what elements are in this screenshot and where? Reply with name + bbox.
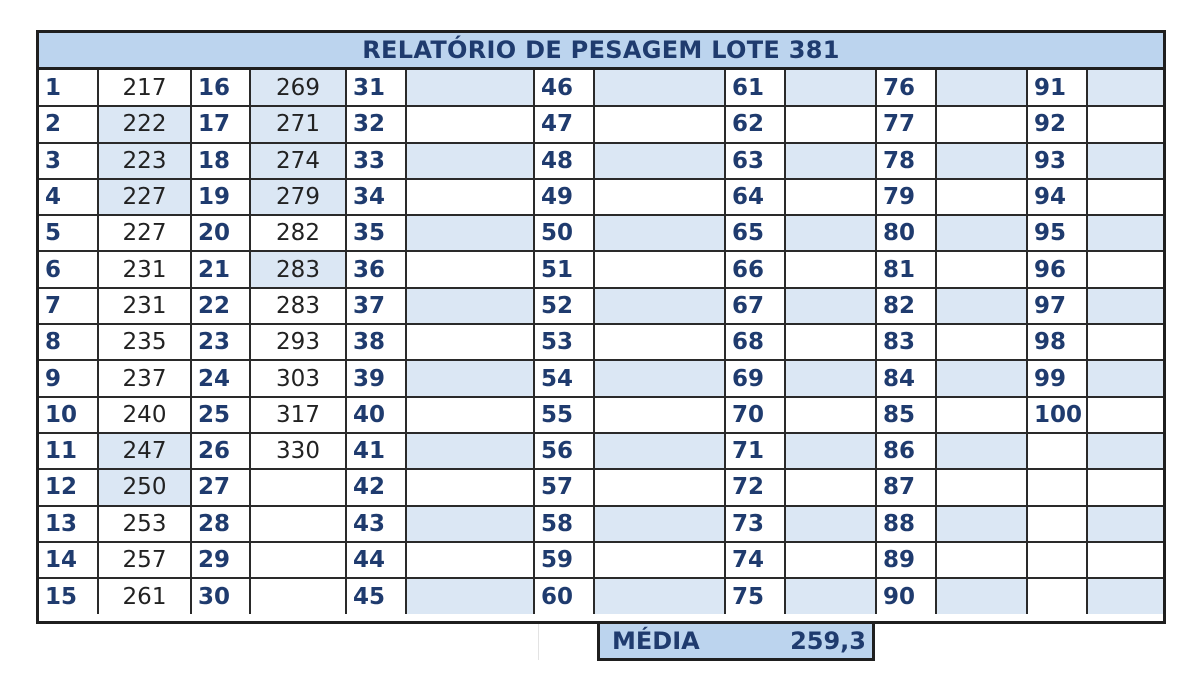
animal-number-cell: 93 xyxy=(1027,143,1087,179)
animal-number-cell xyxy=(1027,469,1087,505)
average-label: MÉDIA xyxy=(612,627,700,655)
animal-number-cell: 39 xyxy=(346,360,406,396)
weight-cell xyxy=(785,179,876,215)
animal-number-cell: 76 xyxy=(876,70,936,106)
weight-cell: 283 xyxy=(250,288,346,324)
report-title: RELATÓRIO DE PESAGEM LOTE 381 xyxy=(39,33,1163,70)
animal-number-cell: 40 xyxy=(346,397,406,433)
weight-cell: 271 xyxy=(250,106,346,142)
table-row xyxy=(39,215,1163,251)
animal-number-cell: 100 xyxy=(1027,397,1087,433)
weight-cell xyxy=(936,469,1027,505)
weight-cell xyxy=(1087,397,1163,433)
weight-cell xyxy=(406,143,534,179)
animal-number-cell: 3 xyxy=(39,143,98,179)
animal-number-cell: 25 xyxy=(191,397,250,433)
weight-cell xyxy=(594,324,725,360)
animal-number-cell: 59 xyxy=(534,542,594,578)
weight-cell xyxy=(406,106,534,142)
weight-cell xyxy=(1087,251,1163,287)
animal-number-cell: 60 xyxy=(534,578,594,614)
animal-number-cell: 48 xyxy=(534,143,594,179)
weight-cell: 282 xyxy=(250,215,346,251)
animal-number-cell: 66 xyxy=(725,251,785,287)
weight-cell xyxy=(785,251,876,287)
weight-cell xyxy=(406,397,534,433)
weight-cell xyxy=(936,106,1027,142)
weight-cell: 317 xyxy=(250,397,346,433)
animal-number-cell: 9 xyxy=(39,360,98,396)
animal-number-cell: 84 xyxy=(876,360,936,396)
animal-number-cell: 88 xyxy=(876,506,936,542)
weight-cell xyxy=(936,70,1027,106)
weight-cell xyxy=(594,360,725,396)
weight-cell xyxy=(594,469,725,505)
weight-cell xyxy=(250,469,346,505)
weight-cell xyxy=(594,397,725,433)
table-row xyxy=(39,397,1163,433)
weight-cell xyxy=(406,506,534,542)
animal-number-cell: 47 xyxy=(534,106,594,142)
animal-number-cell: 54 xyxy=(534,360,594,396)
weight-cell: 269 xyxy=(250,70,346,106)
weight-cell xyxy=(785,469,876,505)
animal-number-cell: 6 xyxy=(39,251,98,287)
weight-cell xyxy=(785,215,876,251)
weight-cell xyxy=(785,288,876,324)
animal-number-cell: 94 xyxy=(1027,179,1087,215)
weight-cell xyxy=(1087,143,1163,179)
animal-number-cell: 86 xyxy=(876,433,936,469)
weight-cell xyxy=(1087,433,1163,469)
weight-cell xyxy=(594,143,725,179)
animal-number-cell: 33 xyxy=(346,143,406,179)
animal-number-cell: 8 xyxy=(39,324,98,360)
animal-number-cell: 72 xyxy=(725,469,785,505)
animal-number-cell: 70 xyxy=(725,397,785,433)
weight-cell xyxy=(250,578,346,614)
weight-cell xyxy=(1087,360,1163,396)
animal-number-cell: 32 xyxy=(346,106,406,142)
weight-cell xyxy=(594,106,725,142)
animal-number-cell: 52 xyxy=(534,288,594,324)
weight-cell xyxy=(936,506,1027,542)
weight-cell xyxy=(1087,179,1163,215)
animal-number-cell: 42 xyxy=(346,469,406,505)
weight-cell: 227 xyxy=(98,179,191,215)
animal-number-cell: 22 xyxy=(191,288,250,324)
weight-cell: 247 xyxy=(98,433,191,469)
weight-cell xyxy=(250,542,346,578)
table-row xyxy=(39,324,1163,360)
animal-number-cell: 29 xyxy=(191,542,250,578)
weight-cell: 303 xyxy=(250,360,346,396)
animal-number-cell: 27 xyxy=(191,469,250,505)
weight-cell xyxy=(936,397,1027,433)
weight-cell xyxy=(936,215,1027,251)
animal-number-cell: 17 xyxy=(191,106,250,142)
animal-number-cell: 18 xyxy=(191,143,250,179)
animal-number-cell: 51 xyxy=(534,251,594,287)
weight-cell xyxy=(406,360,534,396)
weight-cell xyxy=(936,360,1027,396)
animal-number-cell: 71 xyxy=(725,433,785,469)
weight-cell: 223 xyxy=(98,143,191,179)
animal-number-cell: 85 xyxy=(876,397,936,433)
animal-number-cell: 80 xyxy=(876,215,936,251)
animal-number-cell: 91 xyxy=(1027,70,1087,106)
weight-cell xyxy=(936,324,1027,360)
weight-cell xyxy=(936,578,1027,614)
weight-cell: 237 xyxy=(98,360,191,396)
weight-cell xyxy=(1087,324,1163,360)
animal-number-cell: 35 xyxy=(346,215,406,251)
animal-number-cell: 75 xyxy=(725,578,785,614)
weight-cell xyxy=(594,288,725,324)
animal-number-cell: 90 xyxy=(876,578,936,614)
table-row xyxy=(39,360,1163,396)
table-row xyxy=(39,433,1163,469)
weight-cell xyxy=(785,324,876,360)
weight-cell xyxy=(1087,106,1163,142)
animal-number-cell: 58 xyxy=(534,506,594,542)
animal-number-cell: 87 xyxy=(876,469,936,505)
weight-cell xyxy=(936,251,1027,287)
weight-cell: 227 xyxy=(98,215,191,251)
animal-number-cell: 41 xyxy=(346,433,406,469)
animal-number-cell: 44 xyxy=(346,542,406,578)
animal-number-cell: 5 xyxy=(39,215,98,251)
weight-cell xyxy=(1087,469,1163,505)
animal-number-cell: 92 xyxy=(1027,106,1087,142)
faint-gridline xyxy=(538,624,539,660)
weight-cell: 283 xyxy=(250,251,346,287)
weight-cell xyxy=(1087,542,1163,578)
animal-number-cell: 1 xyxy=(39,70,98,106)
weight-cell xyxy=(785,143,876,179)
animal-number-cell: 45 xyxy=(346,578,406,614)
weight-cell xyxy=(785,542,876,578)
weight-cell xyxy=(594,578,725,614)
animal-number-cell: 49 xyxy=(534,179,594,215)
weight-cell xyxy=(406,215,534,251)
table-row xyxy=(39,106,1163,142)
weight-cell: 222 xyxy=(98,106,191,142)
animal-number-cell: 31 xyxy=(346,70,406,106)
table-row xyxy=(39,542,1163,578)
table-row xyxy=(39,179,1163,215)
weight-cell: 293 xyxy=(250,324,346,360)
weight-cell xyxy=(1087,578,1163,614)
weight-cell xyxy=(936,542,1027,578)
table-row xyxy=(39,578,1163,614)
weight-cell xyxy=(406,179,534,215)
animal-number-cell: 74 xyxy=(725,542,785,578)
animal-number-cell: 67 xyxy=(725,288,785,324)
weight-cell: 250 xyxy=(98,469,191,505)
animal-number-cell: 38 xyxy=(346,324,406,360)
average-box xyxy=(597,621,875,661)
weight-cell: 274 xyxy=(250,143,346,179)
animal-number-cell: 62 xyxy=(725,106,785,142)
weight-cell xyxy=(406,542,534,578)
animal-number-cell: 11 xyxy=(39,433,98,469)
animal-number-cell xyxy=(1027,542,1087,578)
weight-cell xyxy=(785,70,876,106)
weight-cell xyxy=(1087,215,1163,251)
weight-cell xyxy=(594,542,725,578)
weight-cell xyxy=(594,433,725,469)
weight-cell xyxy=(594,251,725,287)
animal-number-cell: 73 xyxy=(725,506,785,542)
weight-cell: 279 xyxy=(250,179,346,215)
animal-number-cell: 68 xyxy=(725,324,785,360)
table-row xyxy=(39,288,1163,324)
animal-number-cell: 78 xyxy=(876,143,936,179)
weight-cell xyxy=(406,70,534,106)
weight-cell xyxy=(936,143,1027,179)
animal-number-cell: 77 xyxy=(876,106,936,142)
animal-number-cell: 12 xyxy=(39,469,98,505)
animal-number-cell: 21 xyxy=(191,251,250,287)
table-row xyxy=(39,70,1163,106)
animal-number-cell: 99 xyxy=(1027,360,1087,396)
animal-number-cell: 2 xyxy=(39,106,98,142)
weight-cell xyxy=(406,469,534,505)
animal-number-cell: 37 xyxy=(346,288,406,324)
weight-cell xyxy=(785,578,876,614)
animal-number-cell xyxy=(1027,506,1087,542)
animal-number-cell: 36 xyxy=(346,251,406,287)
animal-number-cell: 20 xyxy=(191,215,250,251)
animal-number-cell: 97 xyxy=(1027,288,1087,324)
weight-cell xyxy=(406,433,534,469)
weight-cell xyxy=(594,179,725,215)
weight-cell xyxy=(594,70,725,106)
animal-number-cell: 82 xyxy=(876,288,936,324)
animal-number-cell: 65 xyxy=(725,215,785,251)
animal-number-cell xyxy=(1027,433,1087,469)
weight-cell: 253 xyxy=(98,506,191,542)
weight-cell xyxy=(1087,70,1163,106)
weight-cell: 240 xyxy=(98,397,191,433)
animal-number-cell: 81 xyxy=(876,251,936,287)
animal-number-cell: 69 xyxy=(725,360,785,396)
animal-number-cell: 57 xyxy=(534,469,594,505)
table-row xyxy=(39,506,1163,542)
animal-number-cell: 14 xyxy=(39,542,98,578)
weight-cell: 231 xyxy=(98,288,191,324)
weight-cell xyxy=(406,578,534,614)
weight-cell: 261 xyxy=(98,578,191,614)
weight-cell: 330 xyxy=(250,433,346,469)
weight-cell xyxy=(1087,288,1163,324)
weight-cell xyxy=(785,360,876,396)
animal-number-cell: 26 xyxy=(191,433,250,469)
animal-number-cell: 13 xyxy=(39,506,98,542)
animal-number-cell: 34 xyxy=(346,179,406,215)
weight-cell xyxy=(1087,506,1163,542)
weight-cell xyxy=(785,506,876,542)
table-row xyxy=(39,143,1163,179)
weight-cell xyxy=(785,397,876,433)
weight-cell xyxy=(936,179,1027,215)
animal-number-cell: 63 xyxy=(725,143,785,179)
weight-cell xyxy=(936,288,1027,324)
weight-cell xyxy=(406,288,534,324)
animal-number-cell: 98 xyxy=(1027,324,1087,360)
animal-number-cell: 83 xyxy=(876,324,936,360)
animal-number-cell: 79 xyxy=(876,179,936,215)
animal-number-cell: 53 xyxy=(534,324,594,360)
weight-cell xyxy=(594,215,725,251)
weight-cell xyxy=(406,251,534,287)
weight-cell: 231 xyxy=(98,251,191,287)
animal-number-cell: 55 xyxy=(534,397,594,433)
animal-number-cell: 24 xyxy=(191,360,250,396)
animal-number-cell xyxy=(1027,578,1087,614)
animal-number-cell: 46 xyxy=(534,70,594,106)
weight-cell xyxy=(406,324,534,360)
animal-number-cell: 61 xyxy=(725,70,785,106)
average-value: 259,3 xyxy=(790,627,866,655)
weight-cell xyxy=(785,106,876,142)
weight-cell xyxy=(250,506,346,542)
animal-number-cell: 4 xyxy=(39,179,98,215)
animal-number-cell: 28 xyxy=(191,506,250,542)
animal-number-cell: 30 xyxy=(191,578,250,614)
weight-cell xyxy=(594,506,725,542)
weight-cell: 217 xyxy=(98,70,191,106)
animal-number-cell: 7 xyxy=(39,288,98,324)
animal-number-cell: 15 xyxy=(39,578,98,614)
animal-number-cell: 96 xyxy=(1027,251,1087,287)
animal-number-cell: 19 xyxy=(191,179,250,215)
animal-number-cell: 23 xyxy=(191,324,250,360)
animal-number-cell: 43 xyxy=(346,506,406,542)
table-row xyxy=(39,251,1163,287)
weighing-report-table xyxy=(36,30,1166,624)
weight-cell xyxy=(936,433,1027,469)
animal-number-cell: 64 xyxy=(725,179,785,215)
weight-cell: 235 xyxy=(98,324,191,360)
weight-cell xyxy=(785,433,876,469)
table-row xyxy=(39,469,1163,505)
weights-grid xyxy=(39,70,1163,614)
animal-number-cell: 50 xyxy=(534,215,594,251)
animal-number-cell: 56 xyxy=(534,433,594,469)
animal-number-cell: 95 xyxy=(1027,215,1087,251)
animal-number-cell: 16 xyxy=(191,70,250,106)
animal-number-cell: 89 xyxy=(876,542,936,578)
weight-cell: 257 xyxy=(98,542,191,578)
animal-number-cell: 10 xyxy=(39,397,98,433)
